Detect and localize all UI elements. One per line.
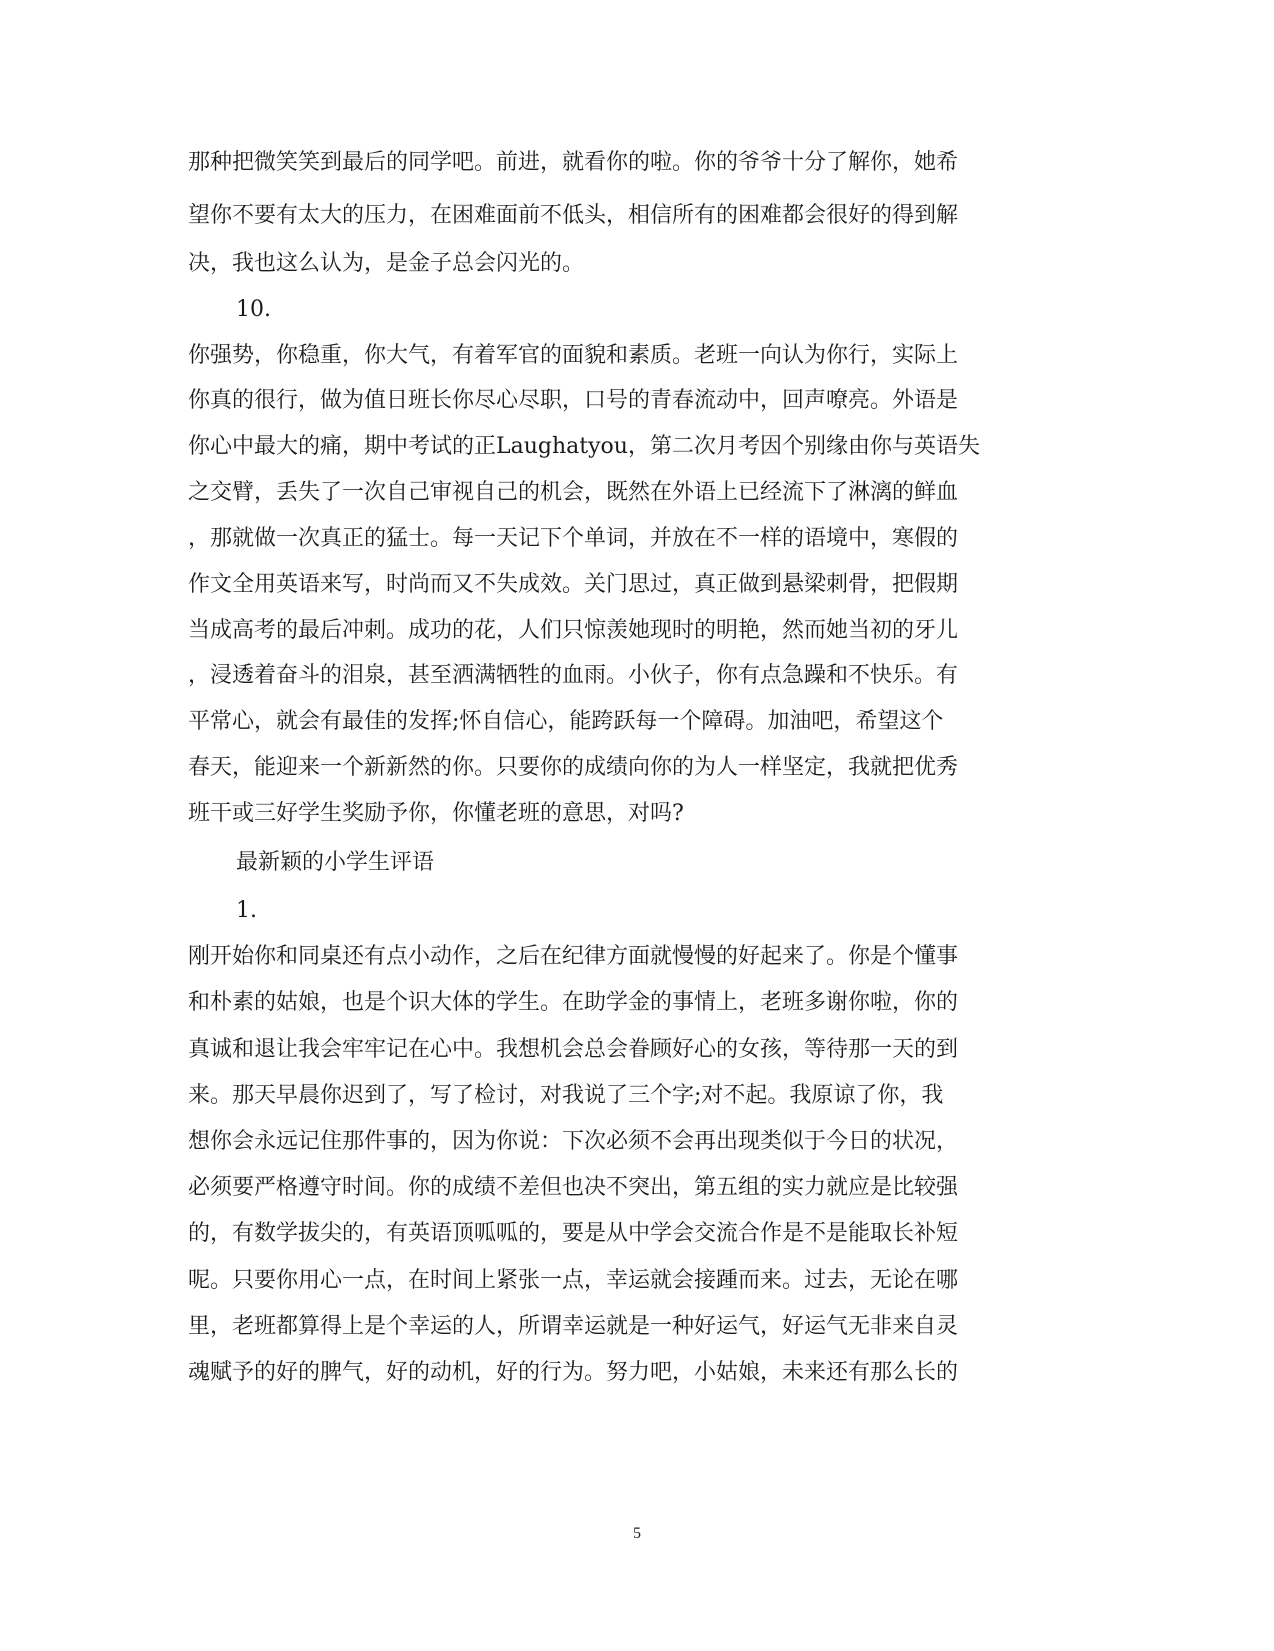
text-line: 刚开始你和同桌还有点小动作，之后在纪律方面就慢慢的好起来了。你是个懂事 [188, 944, 959, 969]
text-line: 想你会永远记住那件事的，因为你说：下次必须不会再出现类似于今日的状况， [188, 1129, 959, 1154]
text-line: 平常心，就会有最佳的发挥;怀自信心，能跨跃每一个障碍。加油吧，希望这个 [188, 709, 944, 734]
section-number: 10. [236, 297, 271, 322]
text-line: 呢。只要你用心一点，在时间上紧张一点，幸运就会接踵而来。过去，无论在哪 [188, 1268, 959, 1293]
text-line: 那种把微笑笑到最后的同学吧。前进，就看你的啦。你的爷爷十分了解你，她希 [188, 150, 959, 175]
page-number: 5 [633, 1525, 641, 1542]
text-line: 的，有数学拔尖的，有英语顶呱呱的，要是从中学会交流合作是不是能取长补短 [188, 1221, 959, 1246]
text-line: 作文全用英语来写，时尚而又不失成效。关门思过，真正做到悬梁刺骨，把假期 [188, 572, 959, 597]
text-line: 必须要严格遵守时间。你的成绩不差但也决不突出，第五组的实力就应是比较强 [188, 1175, 959, 1200]
text-line: 里，老班都算得上是个幸运的人，所谓幸运就是一种好运气，好运气无非来自灵 [188, 1314, 959, 1339]
text-line: ，浸透着奋斗的泪泉，甚至洒满牺牲的血雨。小伙子，你有点急躁和不快乐。有 [188, 663, 959, 688]
text-line: 魂赋予的好的脾气，好的动机，好的行为。努力吧，小姑娘，未来还有那么长的 [188, 1360, 959, 1385]
text-line: ，那就做一次真正的猛士。每一天记下个单词，并放在不一样的语境中，寒假的 [188, 526, 959, 551]
text-line: 你真的很行，做为值日班长你尽心尽职，口号的青春流动中，回声嘹亮。外语是 [188, 388, 959, 413]
text-line: 你强势，你稳重，你大气，有着军官的面貌和素质。老班一向认为你行，实际上 [188, 343, 959, 368]
text-line: 你心中最大的痛，期中考试的正Laughatyou，第二次月考因个别缘由你与英语失 [188, 434, 980, 459]
text-line: 春天，能迎来一个新新然的你。只要你的成绩向你的为人一样坚定，我就把优秀 [188, 755, 959, 780]
section-heading: 最新颖的小学生评语 [236, 850, 435, 875]
text-line: 决，我也这么认为，是金子总会闪光的。 [188, 251, 585, 276]
text-line: 班干或三好学生奖励予你，你懂老班的意思，对吗? [188, 801, 684, 826]
section-number: 1. [236, 898, 257, 923]
text-line: 望你不要有太大的压力，在困难面前不低头，相信所有的困难都会很好的得到解 [188, 203, 959, 228]
text-line: 真诚和退让我会牢牢记在心中。我想机会总会眷顾好心的女孩，等待那一天的到 [188, 1037, 959, 1062]
text-line: 之交臂，丢失了一次自己审视自己的机会，既然在外语上已经流下了淋漓的鲜血 [188, 480, 959, 505]
text-line: 来。那天早晨你迟到了，写了检讨，对我说了三个字;对不起。我原谅了你，我 [188, 1083, 944, 1108]
text-line: 当成高考的最后冲刺。成功的花，人们只惊羡她现时的明艳，然而她当初的牙儿 [188, 618, 959, 643]
text-line: 和朴素的姑娘，也是个识大体的学生。在助学金的事情上，老班多谢你啦，你的 [188, 990, 959, 1015]
